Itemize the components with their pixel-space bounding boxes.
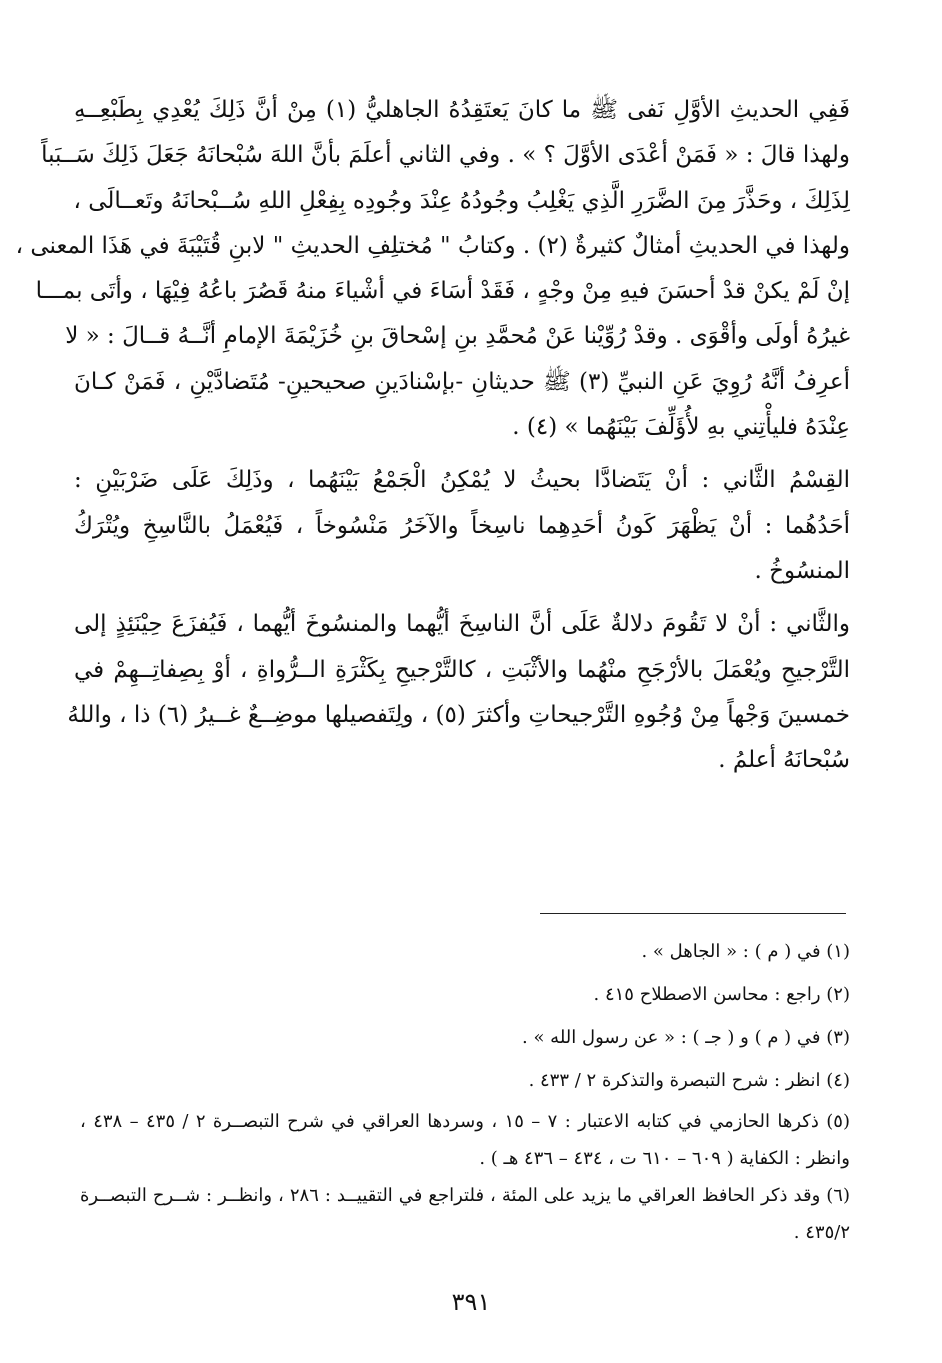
text-line: عِنْدَهُ فليأْتِني بهِ لأُؤَلِّفَ بَيْنَهُما » (٤) .: [512, 414, 850, 441]
page-number: ٣٩١: [451, 1288, 491, 1316]
text-line: المنسُوخُ .: [754, 557, 850, 584]
text-line: غيرُهُ أولَى وأقْوَى . وقدْ رُوِّيْنا عَنْ مُحمَّدِ بنِ إسْحاقَ بنِ خُزَيْمَةَ الإمامِ أنَّــهُ قــالَ : « لا: [65, 323, 850, 350]
footnote-continuation: ٤٣٥/٢ .: [793, 1222, 850, 1243]
text-line: التَّرْجيحِ ويُعْمَلَ بالأرْجَحِ منْهُما والأثْبَتِ ، كالتَّرْجيحِ بِكَثْرَةِ الــرُّواةِ ، أوْ بِصِفاتِــهِمْ في: [74, 656, 850, 683]
text-line: خمسينَ وَجْهاً مِنْ وُجُوهِ التَّرْجيحاتِ وأكثرَ (٥) ، ولِتَفصيلها موضِــعٌ غــيرُ (٦) ذا ، واللهُ: [67, 701, 850, 728]
text-line: أحَدُهُما : أنْ يَظْهَرَ كَونُ أحَدِهِما ناسِخاً والآخَرُ مَنْسُوخاً ، فَيُعْمَلُ بالنَّاسِخِ ويُتْرَكُ: [74, 512, 850, 539]
footnote: (١) في ( م ) : « الجاهل » .: [641, 941, 850, 962]
text-line: والثَّاني : أنْ لا تَقُومَ دلالةٌ عَلَى أنَّ الناسِخَ أيُّهما والمنسُوخَ أيُّهما ، فَيُفزَعَ حِيْنَئِذٍ إلى: [74, 611, 850, 638]
text-line: أعرِفُ أنَّهُ رُوِيَ عَنِ النبيِّ (٣) ﷺ حديثانِ -بإسْنادَينِ صحيحينِ- مُتَضادَّيْنِ ، فَمَنْ كـانَ: [74, 368, 850, 395]
footnote: (٦) وقد ذكر الحافظ العراقي ما يزيد على المئة ، فلتراجع في التقييــد : ٢٨٦ ، وانظــر : شــرح التبصــرة: [80, 1185, 850, 1206]
text-line: القِسْمُ الثَّاني : أنْ يَتَضادَّا بحيثُ لا يُمْكِنُ الْجَمْعُ بَيْنَهُما ، وذَلِكَ عَلَى ضَرْبَيْنِ :: [74, 467, 850, 494]
paragraph-gap: [74, 594, 850, 602]
text-line: إنْ لَمْ يكنْ قدْ أحسَنَ فيهِ مِنْ وجْهٍ ، فَقَدْ أسَاءَ في أشْياءَ منهُ قَصُرَ باعُهُ فِيْهَا ، وأتَى بمـــا: [35, 278, 850, 305]
text-line: ولهذا في الحديثِ أمثالٌ كثيرةٌ (٢) . وكتابُ " مُختلِفِ الحديثِ " لابنِ قُتَيْبَةَ في هَذَا المعنى ،: [15, 232, 850, 259]
text-line: لِذَلِكَ ، وحَذَّرَ مِنَ الضَّرَرِ الَّذِي يَغْلِبُ وجُودُهُ عِنْدَ وجُودِه بِفِعْلِ اللهِ سُــبْحانَهُ وتَعــالَى ،: [73, 187, 850, 214]
footnote: (٣) في ( م ) و ( جـ ) : « عن رسول الله » .: [522, 1027, 850, 1048]
footnote: (٤) انظر : شرح التبصرة والتذكرة ٢ / ٤٣٣ .: [528, 1070, 850, 1091]
footnote: (٢) راجع : محاسن الاصطلاح ٤١٥ .: [593, 984, 850, 1005]
text-line: فَفِي الحديثِ الأوَّلِ نَفى ﷺ ما كانَ يَعتَقِدُهُ الجاهليُّ (١) مِنْ أنَّ ذَلِكَ يُعْدِي بِطَبْعِــهِ: [74, 97, 850, 123]
footnote-divider: [540, 913, 846, 914]
text-line: ولهذا قالَ : « فَمَنْ أعْدَى الأوَّلَ ؟ » . وفي الثاني أعلَمَ بأنَّ اللهَ سُبْحانَهُ جَعَلَ ذَلِكَ سَــبَباً: [41, 142, 850, 169]
paragraph-gap: [74, 450, 850, 458]
main-text: [15, 88, 850, 783]
footnote: (٥) ذكرها الحازمي في كتابه الاعتبار : ٧ – ١٥ ، وسردها العراقي في شرح التبصــرة ٢ / ٤٣٥ – ٤٣٨ ،: [80, 1111, 850, 1132]
footnote-continuation: وانظر : الكفاية ( ٦٠٩ – ٦١٠ ت ، ٤٣٤ – ٤٣٦ هـ ) .: [479, 1148, 850, 1169]
text-line: سُبْحانَهُ أعلمُ .: [718, 747, 850, 774]
footnotes: [80, 930, 850, 1250]
